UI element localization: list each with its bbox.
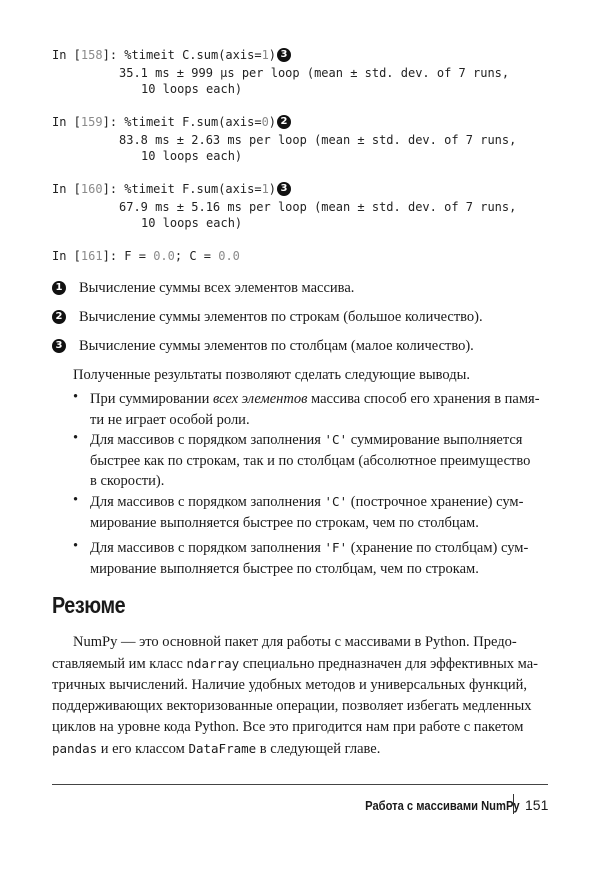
code-number: 160 bbox=[80, 182, 103, 196]
bullet-text bbox=[90, 430, 548, 492]
text-line bbox=[90, 451, 548, 472]
code-token: %timeit C.sum(axis= bbox=[124, 48, 262, 62]
code-input-line bbox=[52, 114, 276, 130]
callout-marker: 2 bbox=[52, 310, 66, 324]
callout-note-3 bbox=[52, 336, 474, 356]
code-token: ; C = bbox=[174, 249, 219, 263]
code-command bbox=[124, 115, 276, 129]
callout-note-2 bbox=[52, 307, 483, 327]
code-token: ) bbox=[268, 48, 277, 62]
bullet-marker: • bbox=[73, 430, 79, 446]
callout-marker: 1 bbox=[52, 281, 66, 295]
callout-marker: 3 bbox=[277, 48, 291, 62]
running-title: Работа с массивами NumPy bbox=[365, 798, 520, 813]
note-text: Вычисление суммы всех элементов массива. bbox=[79, 280, 355, 296]
text-run: быстрее как по строкам, так и по столбцам (абсолютное преимущество bbox=[90, 452, 531, 469]
code-prompt bbox=[52, 48, 117, 62]
code-number: 158 bbox=[80, 48, 103, 62]
text-line bbox=[52, 717, 548, 738]
inline-code: ndarray bbox=[186, 656, 240, 671]
text-run: Для массивов с порядком заполнения bbox=[90, 494, 325, 510]
code-token: In [ bbox=[52, 48, 81, 62]
callout-marker: 3 bbox=[52, 339, 66, 353]
note-text: Вычисление суммы элементов по столбцам (малое количество). bbox=[79, 338, 474, 354]
code-output-line: 67.9 ms ± 5.16 ms per loop (mean ± std. dev. of 7 runs, bbox=[119, 200, 517, 214]
code-token: F = bbox=[124, 249, 154, 263]
text-run: поддерживающих векторизованные операции, позволяет избегать медленных bbox=[52, 698, 532, 714]
text-line bbox=[52, 738, 548, 760]
code-output-line: 10 loops each) bbox=[141, 82, 243, 96]
bullet-marker: • bbox=[73, 389, 79, 405]
text-line bbox=[73, 632, 548, 653]
text-run: мирование выполняется быстрее по строкам, чем по столбцам. bbox=[90, 514, 479, 531]
text-run: Для массивов с порядком заполнения bbox=[90, 540, 325, 556]
code-token: In [ bbox=[52, 115, 81, 129]
text-run: и его классом bbox=[97, 741, 189, 757]
text-run: циклов на уровне кода Python. Все это пригодится нам при работе с пакетом bbox=[52, 719, 524, 735]
code-token: ) bbox=[268, 182, 277, 196]
inline-code: 'C' bbox=[324, 494, 348, 509]
code-number: 161 bbox=[80, 249, 103, 263]
code-token: ]: bbox=[102, 249, 118, 263]
code-number: 159 bbox=[80, 115, 103, 129]
text-run: специально предназначен для эффективных ма- bbox=[239, 656, 538, 672]
inline-code: 'C' bbox=[324, 432, 348, 447]
code-prompt bbox=[52, 115, 117, 129]
bullet-text bbox=[90, 389, 548, 430]
text-run: NumPy — это основной пакет для работы с массивами в Python. Предо- bbox=[73, 634, 517, 650]
intro-paragraph: Полученные результаты позволяют сделать следующие выводы. bbox=[73, 367, 470, 383]
code-token: In [ bbox=[52, 182, 81, 196]
text-run: суммирование выполняется bbox=[347, 432, 523, 448]
text-line bbox=[90, 389, 548, 410]
code-output-line: 10 loops each) bbox=[141, 149, 243, 163]
text-run: мирование выполняется быстрее по столбцам, чем по строкам. bbox=[90, 560, 479, 577]
code-token: ]: bbox=[102, 48, 118, 62]
text-line bbox=[52, 696, 548, 717]
inline-code: 'F' bbox=[324, 540, 348, 555]
code-prompt bbox=[52, 182, 117, 196]
emphasis-text: всех элементов bbox=[213, 391, 308, 407]
bullet-text bbox=[90, 492, 548, 533]
text-run: При суммировании bbox=[90, 391, 214, 407]
text-run: в скорости). bbox=[90, 473, 165, 489]
callout-marker: 2 bbox=[277, 115, 291, 129]
code-prompt bbox=[52, 249, 117, 263]
callout-note-1 bbox=[52, 278, 354, 298]
text-run: ти не играет особой роли. bbox=[90, 411, 250, 428]
code-number: 0 bbox=[261, 115, 269, 129]
text-line bbox=[90, 538, 548, 559]
code-output-line: 35.1 ms ± 999 µs per loop (mean ± std. dev. of 7 runs, bbox=[119, 66, 510, 80]
code-token: %timeit F.sum(axis= bbox=[124, 182, 262, 196]
text-run: Для массивов с порядком заполнения bbox=[90, 432, 325, 448]
page-number: 151 bbox=[525, 797, 549, 813]
text-run: массива способ его хранения в памя- bbox=[307, 391, 540, 407]
code-token: ) bbox=[268, 115, 277, 129]
section-heading: Резюме bbox=[52, 592, 126, 618]
code-command bbox=[124, 182, 276, 196]
text-line bbox=[90, 492, 548, 513]
bullet-marker: • bbox=[73, 538, 79, 554]
text-line bbox=[90, 430, 548, 451]
code-token: %timeit F.sum(axis= bbox=[124, 115, 262, 129]
code-number: 1 bbox=[261, 182, 269, 196]
code-input-line bbox=[52, 47, 276, 63]
footer-separator bbox=[513, 794, 514, 814]
code-input-line bbox=[52, 248, 240, 264]
footer-divider bbox=[52, 784, 548, 785]
code-number: 1 bbox=[261, 48, 269, 62]
text-line bbox=[52, 653, 548, 675]
summary-paragraph bbox=[52, 632, 548, 760]
code-output-line: 10 loops each) bbox=[141, 216, 243, 230]
bullet-marker: • bbox=[73, 492, 79, 508]
text-line bbox=[90, 513, 548, 534]
code-command bbox=[124, 48, 276, 62]
code-number: 0.0 bbox=[218, 249, 240, 263]
code-number: 0.0 bbox=[153, 249, 175, 263]
text-run: в следующей главе. bbox=[256, 741, 381, 757]
text-line bbox=[90, 410, 548, 431]
note-text: Вычисление суммы элементов по строкам (большое количество). bbox=[79, 309, 483, 325]
callout-marker: 3 bbox=[277, 182, 291, 196]
code-output-line: 83.8 ms ± 2.63 ms per loop (mean ± std. dev. of 7 runs, bbox=[119, 133, 517, 147]
text-run: (хранение по столбцам) сум- bbox=[347, 540, 529, 556]
text-line bbox=[90, 559, 548, 580]
code-input-line bbox=[52, 181, 276, 197]
text-run: (построчное хранение) сум- bbox=[347, 494, 524, 510]
code-token: ]: bbox=[102, 115, 118, 129]
inline-code: pandas bbox=[52, 741, 98, 756]
text-line bbox=[52, 675, 548, 696]
code-token: ]: bbox=[102, 182, 118, 196]
bullet-text bbox=[90, 538, 548, 579]
code-token: In [ bbox=[52, 249, 81, 263]
inline-code: DataFrame bbox=[188, 741, 257, 756]
code-command bbox=[124, 249, 240, 263]
text-run: тричных вычислений. Наличие удобных методов и универсальных функций, bbox=[52, 677, 528, 693]
text-line bbox=[90, 471, 548, 492]
text-run: ставляемый им класс bbox=[52, 656, 187, 672]
